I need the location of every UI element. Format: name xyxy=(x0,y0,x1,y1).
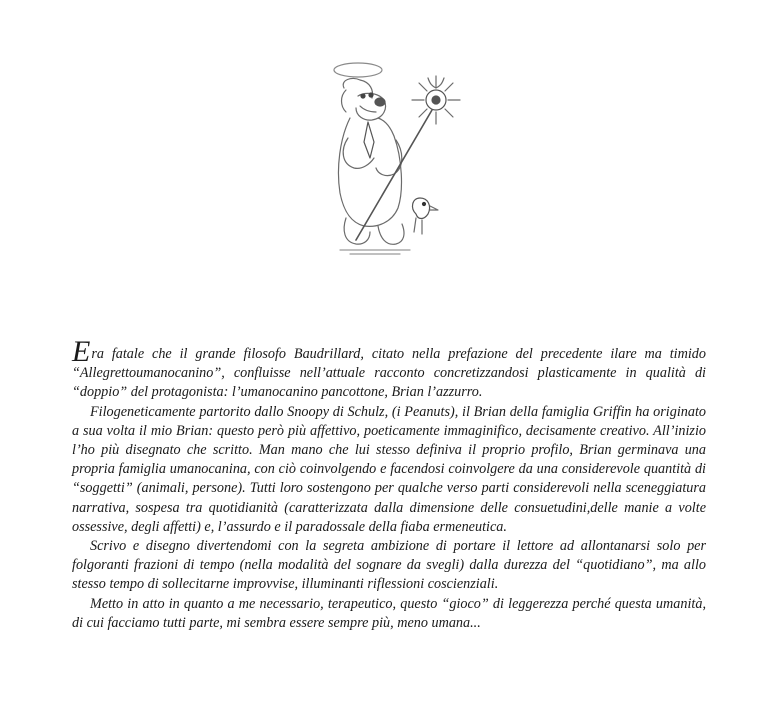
brian-sketch-illustration xyxy=(300,18,470,268)
paragraph-1-text: ra fatale che il grande filosofo Baudrillard, citato nella prefazione del precedente ilare ma timido “Allegrettoumanocanino”, confluisse nell’attuale racconto concretizzandosi plasticamente in qualità di “doppio” del protagonista: l’umanocanino pancottone, Brian l’azzurro. xyxy=(72,346,706,401)
drop-cap: E xyxy=(72,335,91,368)
dog-with-halo-and-flower-sketch-icon xyxy=(300,18,470,268)
paragraph-1 xyxy=(72,335,706,403)
paragraph-2: Filogeneticamente partorito dallo Snoopy di Schulz, (i Peanuts), il Brian della famiglia Griffin ha originato a sua volta il mio Brian: questo però più affettivo, poeticamente immaginifico, decisamente creativo. All’inizio l’ho più disegnato che scritto. Man mano che lui stesso definiva il proprio profilo, Brian germinava una propria famiglia umanocanina, con ciò coinvolgendo e facendosi coinvolgere da una considerevole quantità di “soggetti” (animali, persone). Tutti loro sostengono per qualche verso parti considerevoli nella sceneggiatura narrativa, sospesa tra quotidianità (caratterizzata dalla dimensione delle consuetudini,delle manie a volte ossessive, degli affetti) e, l’assurdo e il paradossale della fiaba ermeneutica. xyxy=(72,403,706,535)
paragraph-4: Metto in atto in quanto a me necessario, terapeutico, questo “gioco” di leggerezza perché questa umanità, di cui facciamo tutti parte, mi sembra essere sempre più, meno umana... xyxy=(72,595,706,631)
paragraph-3: Scrivo e disegno divertendomi con la segreta ambizione di portare il lettore ad allontanarsi solo per folgoranti frazioni di tempo (nella modalità del sognare da svegli) dalla durezza del “quotidiano”, ma allo stesso tempo di sollecitarne improvvise, illuminanti riflessioni coscienziali. xyxy=(72,538,706,593)
preface-text xyxy=(72,335,706,633)
